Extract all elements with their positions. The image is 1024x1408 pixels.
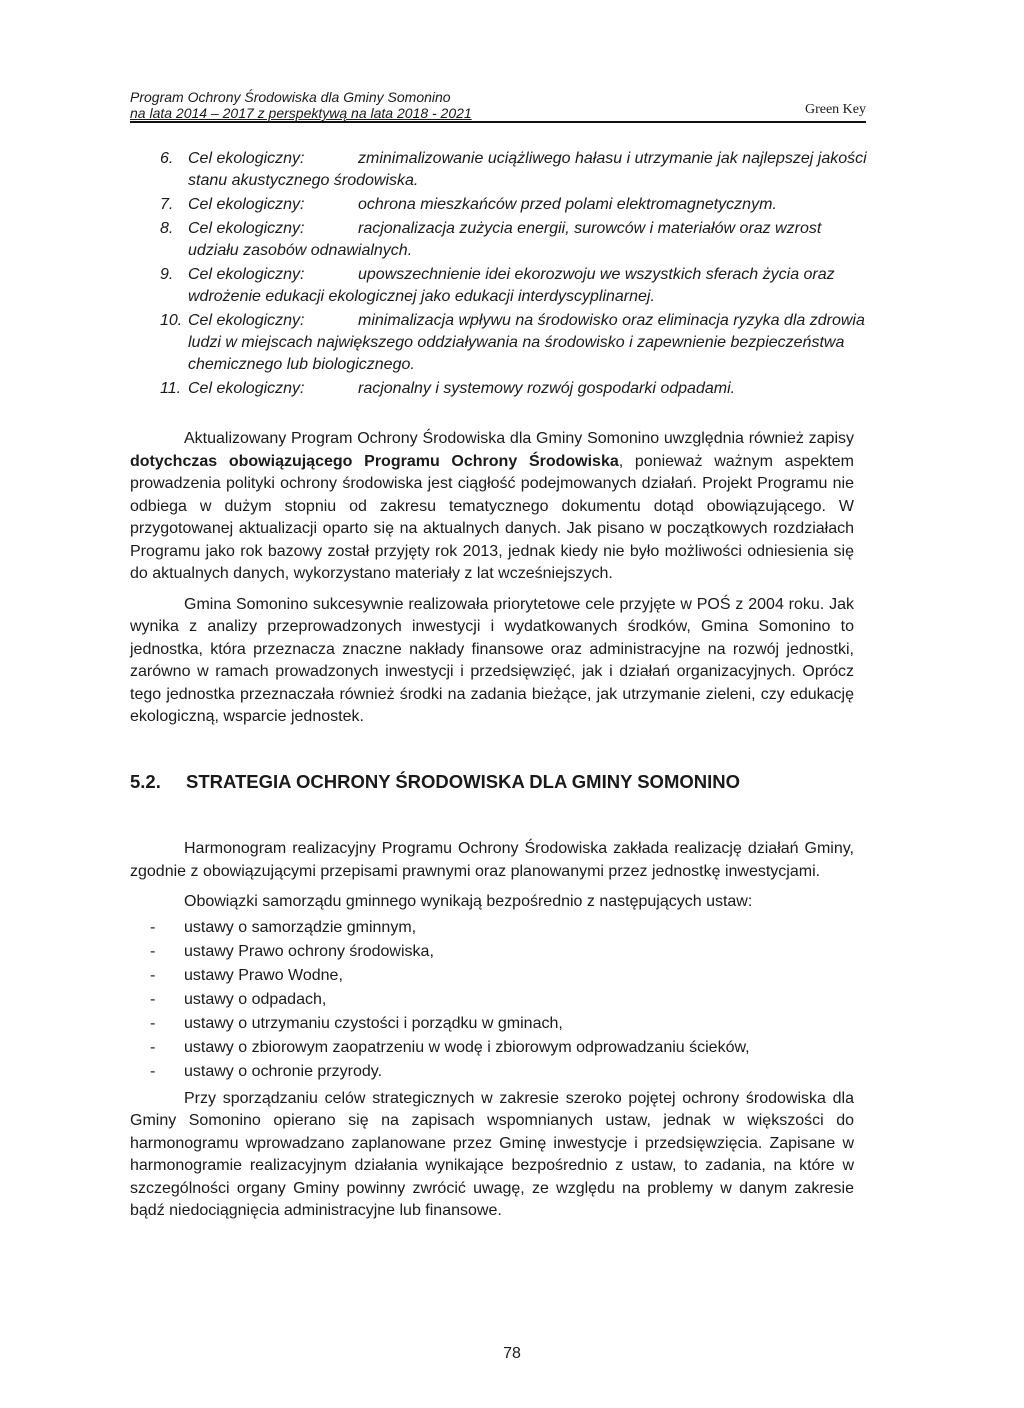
goal-number: 11. <box>160 380 182 397</box>
list-item <box>130 1036 854 1060</box>
goal-item <box>160 194 870 216</box>
laws-list <box>130 916 854 1084</box>
section-number: 5.2. <box>130 771 161 792</box>
body-block-2 <box>130 838 854 1231</box>
goal-item <box>160 310 870 376</box>
goal-description: racjonalizacja zużycia energii, surowców i materiałów oraz wzrost udziału zasobów odnawialnych. <box>188 220 822 259</box>
goal-description: ochrona mieszkańców przed polami elektromagnetycznym. <box>358 196 777 213</box>
goal-description: zminimalizowanie uciążliwego hałasu i utrzymanie jak najlepszej jakości stanu akustycznego środowiska. <box>188 150 867 189</box>
header-title: Program Ochrony Środowiska dla Gminy Somonino <box>130 89 451 105</box>
goal-label: Cel ekologiczny: <box>188 220 305 237</box>
dash-bullet: - <box>150 918 156 936</box>
dash-bullet: - <box>150 1062 156 1080</box>
section-title: STRATEGIA OCHRONY ŚRODOWISKA DLA GMINY SOMONINO <box>186 771 740 792</box>
paragraph-obligations: Obowiązki samorządu gminnego wynikają bezpośrednio z następujących ustaw: <box>184 893 753 910</box>
goal-number: 10. <box>160 312 183 329</box>
list-item-text: ustawy Prawo Wodne, <box>184 966 343 984</box>
list-item-text: ustawy Prawo ochrony środowiska, <box>184 942 434 960</box>
goal-label: Cel ekologiczny: <box>188 196 305 213</box>
paragraph-strategic-goals: Przy sporządzaniu celów strategicznych w zakresie szeroko pojętej ochrony środowiska dla Gminy Somonino opierano się na zapisach wspomnianych ustaw, jednak w większości do harmonogramu wprowadzano zaplanowane przez Gminę inwestycje i przedsięwzięcia. Zapisane w harmonogramie realizacyjnym działania wynikające bezpośrednio z ustaw, to zadania, na które w szczególności organy Gminy powinny zwrócić uwagę, ze względu na problemy w danym zakresie bądź niedociągnięcia administracyjne lub finansowe. <box>130 1089 854 1219</box>
list-item <box>130 988 854 1012</box>
paragraph-program-update <box>130 428 854 586</box>
list-item <box>130 940 854 964</box>
paragraph-bold-text: dotychczas obowiązującego Programu Ochrony Środowiska <box>130 452 619 470</box>
dash-bullet: - <box>150 966 156 984</box>
goal-number: 6. <box>160 150 174 167</box>
list-item-text: ustawy o utrzymaniu czystości i porządku w gminach, <box>184 1014 563 1032</box>
dash-bullet: - <box>150 1014 156 1032</box>
list-item-text: ustawy o samorządzie gminnym, <box>184 918 417 936</box>
body-block-1 <box>130 428 854 737</box>
goal-number: 7. <box>160 196 174 213</box>
goal-label: Cel ekologiczny: <box>188 380 305 397</box>
list-item-text: ustawy o odpadach, <box>184 990 327 1008</box>
goal-description: upowszechnienie idei ekorozwoju we wszystkich sferach życia oraz wdrożenie edukacji ekologicznej jako edukacji interdyscyplinarnej. <box>188 266 835 305</box>
goal-item <box>160 378 870 400</box>
list-item <box>130 916 854 940</box>
section-heading <box>130 771 854 793</box>
list-item-text: ustawy o ochronie przyrody. <box>184 1062 383 1080</box>
dash-bullet: - <box>150 1038 156 1056</box>
list-item-text: ustawy o zbiorowym zaopatrzeniu w wodę i zbiorowym odprowadzaniu ścieków, <box>184 1038 750 1056</box>
header-subtitle: na lata 2014 – 2017 z perspektywą na lata 2018 - 2021 <box>130 105 472 121</box>
page-number: 78 <box>503 1345 521 1362</box>
goal-number: 9. <box>160 266 174 283</box>
paragraph-gmina-priorities: Gmina Somonino sukcesywnie realizowała priorytetowe cele przyjęte w POŚ z 2004 roku. Jak wynika z analizy przeprowadzonych inwestycji i wydatkowanych środków, Gmina Somonino to jednostka, która przeznacza znaczne nakłady finansowe oraz administracyjne na rozwój jednostki, zarówno w ramach prowadzonych inwestycji i przedsięwzięć, jak i działań organizacyjnych. Oprócz tego jednostka przeznaczała również środki na zadania bieżące, jak utrzymanie zieleni, czy edukację ekologiczną, wsparcie jednostek. <box>130 595 854 725</box>
page-header <box>130 89 866 121</box>
list-item <box>130 1012 854 1036</box>
dash-bullet: - <box>150 990 156 1008</box>
header-rule <box>130 121 866 123</box>
ecological-goals-list <box>160 148 870 402</box>
goal-number: 8. <box>160 220 174 237</box>
goal-item <box>160 264 870 308</box>
goal-item <box>160 148 870 192</box>
goal-label: Cel ekologiczny: <box>188 150 305 167</box>
goal-label: Cel ekologiczny: <box>188 312 305 329</box>
list-item <box>130 1060 854 1084</box>
dash-bullet: - <box>150 942 156 960</box>
paragraph-text: , ponieważ ważnym aspektem prowadzenia polityki ochrony środowiska jest ciągłość podejmowanych działań. Projekt Programu nie odbiega w dużym stopniu od zakresu tematycznego dokumentu dotąd obowiązującego. W przygotowanej aktualizacji oparto się na aktualnych danych. Jak pisano w początkowych rozdziałach Programu jako rok bazowy został przyjęty rok 2013, jednak kiedy nie było możliwości odniesienia się do aktualnych danych, wykorzystano materiały z lat wcześniejszych. <box>130 452 854 582</box>
paragraph-text: Aktualizowany Program Ochrony Środowiska dla Gminy Somonino uwzględnia również zapisy <box>184 430 854 447</box>
header-brand: Green Key <box>804 102 866 117</box>
list-item <box>130 964 854 988</box>
goal-item <box>160 218 870 262</box>
paragraph-harmonogram: Harmonogram realizacyjny Programu Ochrony Środowiska zakłada realizację działań Gminy, zgodnie z obowiązującymi przepisami prawnymi oraz planowanymi przez jednostkę inwestycjami. <box>130 840 854 880</box>
goal-description: minimalizacja wpływu na środowisko oraz eliminacja ryzyka dla zdrowia ludzi w miejscach największego oddziaływania na środowisko i zapewnienie bezpieczeństwa chemicznego lub biologicznego. <box>188 312 865 373</box>
goal-label: Cel ekologiczny: <box>188 266 305 283</box>
goal-description: racjonalny i systemowy rozwój gospodarki odpadami. <box>358 380 736 397</box>
